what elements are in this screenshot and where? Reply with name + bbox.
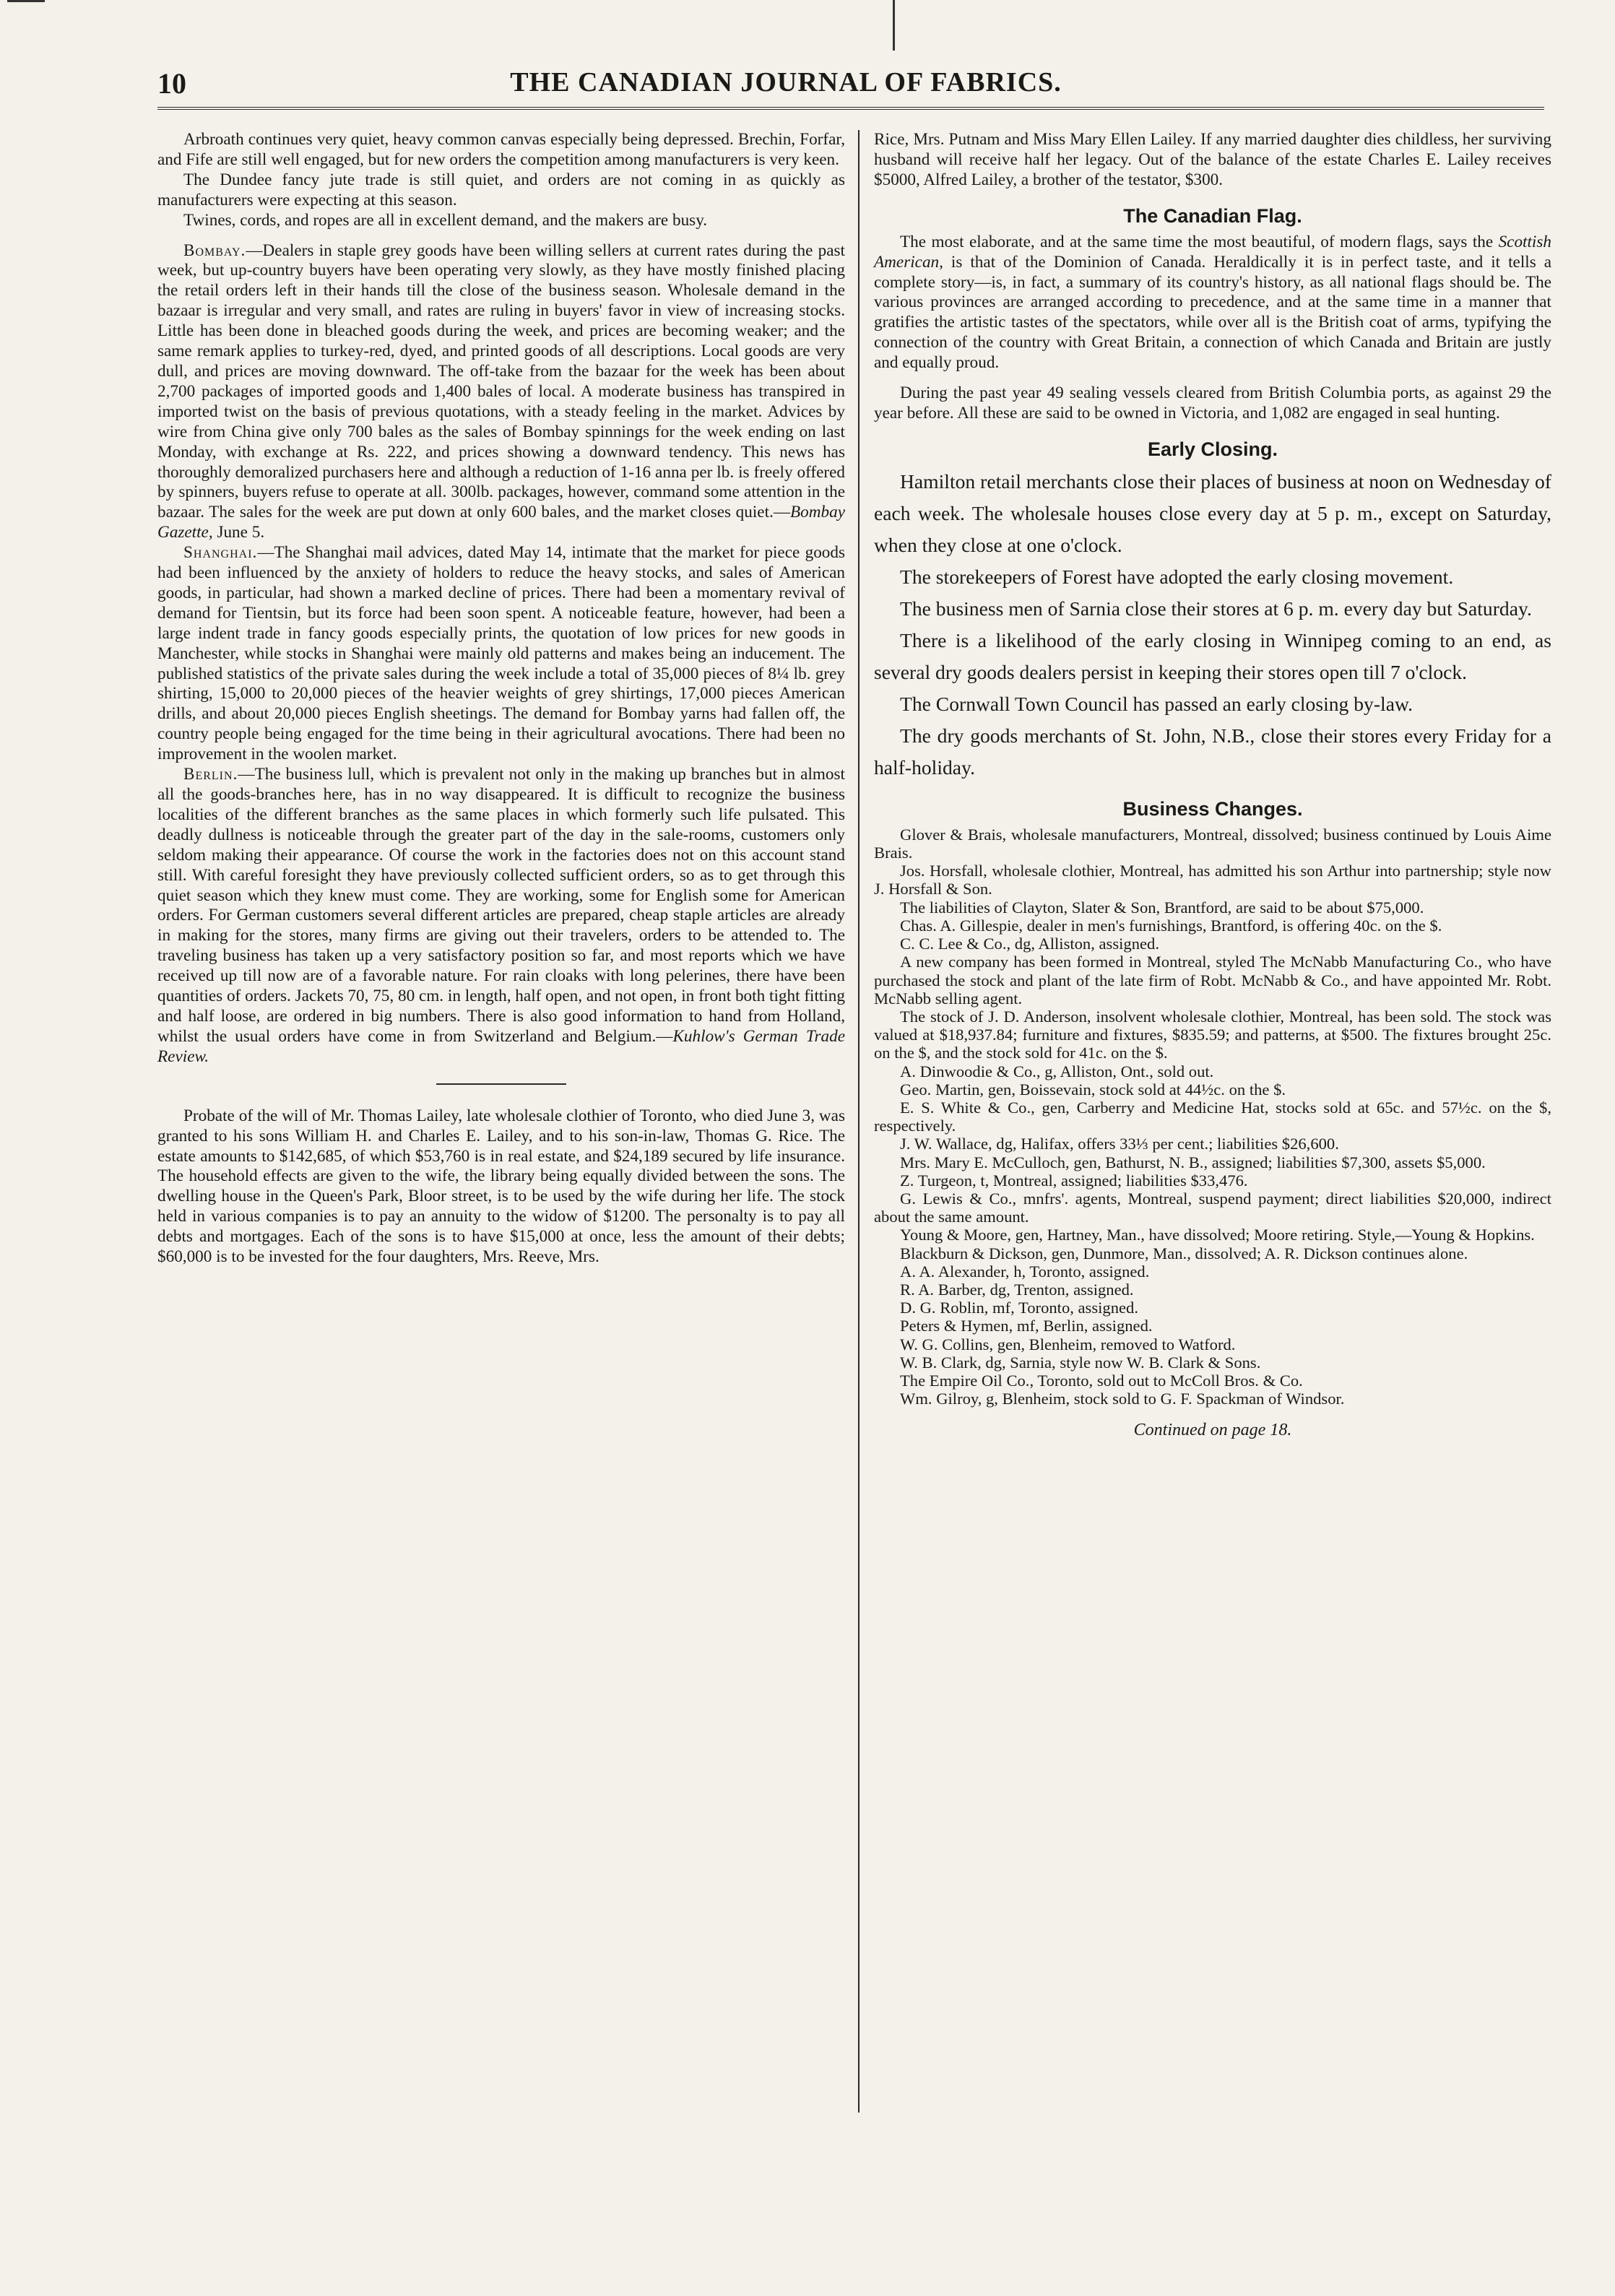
headline-business-changes: Business Changes. xyxy=(1122,797,1303,820)
paragraph-dundee: The Dundee fancy jute trade is still quiet, and orders are not coming in as quickly as manufacturers were expecting at this season. xyxy=(157,170,845,209)
list-item: The stock of J. D. Anderson, insolvent wholesale clothier, Montreal, has been sold. The stock was valued at $18,937.84; furniture and fixtures, $835.59; and patterns, at $500. The fixtures brought 25c. on the $, and the stock sold for 41c. on the $. xyxy=(874,1007,1551,1062)
bombay-text: —Dealers in staple grey goods have been willing sellers at current rates during the past week, but up-country buyers have been operating very slowly, as they have mostly finished placing the retail orders left in their hands till the close of the business season. Wholesale demand in the bazaar is irregular and very small, and rates are ruling in buyers' favor in view of increasing stocks. Little has been done in bleached goods during the week, and prices are becoming weaker; and the same remark applies to turkey-red, dyed, and printed goods of all descriptions. Local goods are very dull, and prices are moving downward. The off-take from the bazaar for the week has been about 2,700 packages of imported goods and 1,400 bales of local. A moderate business has transpired in imported twist on the basis of previous quotations, with a steady feeling in the market. Advices by wire from China give only 700 bales as the sales of Bombay spinnings for the week ending on last Monday, with exchange at Rs. 222, and prices showing a downward tendency. This news has thoroughly demoralized purchasers here and although a reduction of 1-16 anna per lb. is freely offered by spinners, buyers refuse to operate at all. 300lb. packages, however, command some attention in the bazaar. The sales for the week are put down at only 600 bales, and the market closes quiet.— xyxy=(157,241,845,522)
headline-early-closing: Early Closing. xyxy=(1147,438,1278,460)
paragraph-st-john: The dry goods merchants of St. John, N.B., close their stores every Friday for a half-holiday. xyxy=(874,724,1551,779)
flag-text-after: is that of the Dominion of Canada. Heraldically it is in perfect taste, and it tells a complete story—is, in fact, a summary of its country's history, as all national flags should be. The various provinces are arranged according to precedence, and at the same time in a manner that gratifies the artistic tastes of the spectators, while over all is the British coat of arms, typifying the connection of the country with Great Britain, a connection of which Canada and Britain are justly and equally proud. xyxy=(874,252,1551,373)
flag-text-before: The most elaborate, and at the same time the most beautiful, of modern flags, says the xyxy=(900,232,1499,251)
list-item: Wm. Gilroy, g, Blenheim, stock sold to G. F. Spackman of Windsor. xyxy=(900,1390,1345,1408)
list-item: Glover & Brais, wholesale manufacturers, Montreal, dissolved; business continued by Louis Aime Brais. xyxy=(874,825,1551,862)
paragraph-probate: Probate of the will of Mr. Thomas Lailey, late wholesale clothier of Toronto, who died June 3, was granted to his sons William H. and Charles E. Lailey, and to his son-in-law, Thomas G. Rice. The estate amounts to $142,685, of which $53,760 is in real estate, and $24,189 secured by life insurance. The household effects are given to the wife, the library being equally divided between the sons. The dwelling house in the Queen's Park, Bloor street, is to be used by the wife during her life. The stock held in various companies is to pay an annuity to the widow of $1200. The personalty is to pay all debts and mortgages. Each of the sons is to have $15,000 at once, less the amount of their debts; $60,000 is to be invested for the four daughters, Mrs. Reeve, Mrs. xyxy=(157,1106,845,1267)
paragraph-forest: The storekeepers of Forest have adopted the early closing movement. xyxy=(900,565,1454,588)
paragraph-bombay xyxy=(157,241,845,544)
paragraph-winnipeg: There is a likelihood of the early closing in Winnipeg coming to an end, as several dry goods dealers persist in keeping their stores open till 7 o'clock. xyxy=(874,628,1551,683)
place-berlin: Berlin. xyxy=(183,765,238,784)
place-shanghai: Shanghai. xyxy=(183,543,258,563)
paragraph-hamilton: Hamilton retail merchants close their places of business at noon on Wednesday of each week. The wholesale houses close every day at 5 p. m., except on Saturday, when they close at one o'clock. xyxy=(874,469,1551,556)
list-item: R. A. Barber, dg, Trenton, assigned. xyxy=(900,1280,1134,1299)
list-item: Young & Moore, gen, Hartney, Man., have dissolved; Moore retiring. Style,—Young & Hopkins. xyxy=(900,1226,1535,1244)
list-item: W. G. Collins, gen, Blenheim, removed to Watford. xyxy=(900,1335,1236,1353)
page-header xyxy=(157,66,1414,100)
list-item: G. Lewis & Co., mnfrs'. agents, Montreal, suspend payment; direct liabilities $20,000, indirect about the same amount. xyxy=(874,1189,1551,1226)
paragraph-sarnia: The business men of Sarnia close their stores at 6 p. m. every day but Saturday. xyxy=(900,597,1532,620)
paragraph-berlin xyxy=(157,765,845,1067)
column-divider xyxy=(858,130,860,2113)
list-item: E. S. White & Co., gen, Carberry and Medicine Hat, stocks sold at 65c. and 57½c. on the $, respectively. xyxy=(874,1098,1551,1135)
section-divider xyxy=(436,1083,566,1085)
paragraph-canadian-flag xyxy=(874,233,1551,373)
headline-canadian-flag: The Canadian Flag. xyxy=(1123,204,1302,227)
right-column xyxy=(874,130,1551,1441)
top-scratch-mark xyxy=(893,0,895,51)
bombay-source: Bombay Gazette, xyxy=(157,503,845,542)
running-title: THE CANADIAN JOURNAL OF FABRICS. xyxy=(510,67,1062,98)
shanghai-text: —The Shanghai mail advices, dated May 14, intimate that the market for piece goods had been influenced by the anxiety of holders to reduce the heavy stocks, and sales of American goods, in particular, had shown a marked decline of prices. There had been a momentary revival of demand for Tientsin, but its force had been soon spent. A noticeable feature, however, had been a large indent trade in fancy goods especially prints, the quotation of low prices for new goods in Manchester, while stocks in Shanghai were mainly old patterns and makes being an inducement. The published statistics of the private sales during the week include a total of 35,000 pieces of 8¼ lb. grey shirting, 15,000 to 20,000 pieces of the heavier weights of grey shirtings, 17,000 pieces American drills, and about 20,000 pieces English sheetings. The demand for Bombay yarns had fallen off, the country people being engaged for the time being in their agricultural avocations. There had been no improvement in the woolen market. xyxy=(157,543,845,764)
business-changes-list xyxy=(874,826,1551,1408)
list-item: Blackburn & Dickson, gen, Dunmore, Man., dissolved; A. R. Dickson continues alone. xyxy=(900,1244,1468,1262)
paragraph-sealing: During the past year 49 sealing vessels cleared from British Columbia ports, as against 29 the year before. All these are said to be owned in Victoria, and 1,082 are engaged in seal hunting. xyxy=(874,384,1551,423)
list-item: Chas. A. Gillespie, dealer in men's furnishings, Brantford, is offering 40c. on the $. xyxy=(900,916,1442,935)
berlin-source: Kuhlow's German Trade Review. xyxy=(157,1026,845,1066)
list-item: Z. Turgeon, t, Montreal, assigned; liabilities $33,476. xyxy=(900,1171,1248,1190)
list-item: Jos. Horsfall, wholesale clothier, Montreal, has admitted his son Arthur into partnership; style now J. Horsfall & Son. xyxy=(874,862,1551,898)
early-closing-section xyxy=(874,466,1551,784)
list-item: Mrs. Mary E. McCulloch, gen, Bathurst, N. B., assigned; liabilities $7,300, assets $5,000. xyxy=(900,1153,1486,1171)
paragraph-arbroath: Arbroath continues very quiet, heavy common canvas especially being depressed. Brechin, Forfar, and Fife are still well engaged, but for new orders the competition among manufacturers is very keen. xyxy=(157,130,845,169)
margin-mark xyxy=(7,0,45,17)
list-item: Peters & Hymen, mf, Berlin, assigned. xyxy=(900,1317,1153,1335)
list-item: D. G. Roblin, mf, Toronto, assigned. xyxy=(900,1299,1138,1317)
list-item: J. W. Wallace, dg, Halifax, offers 33⅓ per cent.; liabilities $26,600. xyxy=(900,1135,1339,1153)
list-item: A. Dinwoodie & Co., g, Alliston, Ont., sold out. xyxy=(900,1062,1214,1080)
paragraph-twines: Twines, cords, and ropes are all in excellent demand, and the makers are busy. xyxy=(183,210,708,230)
paragraph-shanghai xyxy=(157,543,845,765)
list-item: A. A. Alexander, h, Toronto, assigned. xyxy=(900,1262,1150,1281)
paragraph-cornwall: The Cornwall Town Council has passed an early closing by-law. xyxy=(900,692,1413,715)
list-item: The Empire Oil Co., Toronto, sold out to McColl Bros. & Co. xyxy=(900,1371,1303,1390)
list-item: W. B. Clark, dg, Sarnia, style now W. B. Clark & Sons. xyxy=(900,1353,1261,1372)
paragraph-probate-continued: Rice, Mrs. Putnam and Miss Mary Ellen Lailey. If any married daughter dies childless, her surviving husband will receive half her legacy. Out of the balance of the estate Charles E. Lailey receives $5000, Alfred Lailey, a brother of the testator, $300. xyxy=(874,130,1551,189)
list-item: A new company has been formed in Montreal, styled The McNabb Manufacturing Co., who have purchased the stock and plant of the late firm of Robt. McNabb & Co., and have appointed Mr. Robt. McNabb selling agent. xyxy=(874,953,1551,1008)
header-rule xyxy=(157,107,1544,110)
page-number: 10 xyxy=(157,67,186,100)
list-item: C. C. Lee & Co., dg, Alliston, assigned. xyxy=(900,935,1159,953)
bombay-date: June 5. xyxy=(212,523,265,542)
left-column xyxy=(157,130,845,1268)
list-item: The liabilities of Clayton, Slater & Son, Brantford, are said to be about $75,000. xyxy=(900,898,1424,917)
flag-source: Scottish American, xyxy=(874,232,1551,272)
berlin-text: —The business lull, which is prevalent not only in the making up branches but in almost all the goods-branches here, has in no way disappeared. It is difficult to recognize the business localities of the different branches as the same places in which formerly such life pulsated. This deadly dullness is noticeable through the greater part of the day in the sale-rooms, customers only seldom making their appearance. Of course the work in the factories does not on this account stand still. With careful foresight they have previously collected sufficient orders, so as to get through this quiet season which they knew must come. They are working, some for English some for American orders. For German customers several different articles are prepared, cheap staple articles are already in making for the stores, many firms are giving out their travelers, orders to be attended to. The traveling business has taken up a very satisfactory position so far, and most reports which we have received up till now are of a favorable nature. For rain cloaks with long pelerines, there have been quantities of orders. Jackets 70, 75, 80 cm. in length, half open, and not open, in front both tight fitting and half loose, are ordered in big numbers. There is also good information to hand from Holland, whilst the usual orders have come in from Switzerland and Belgium.— xyxy=(157,765,845,1046)
place-bombay: Bombay. xyxy=(183,241,246,260)
list-item: Geo. Martin, gen, Boissevain, stock sold at 44½c. on the $. xyxy=(900,1080,1286,1099)
continued-note: Continued on page 18. xyxy=(1133,1421,1292,1440)
